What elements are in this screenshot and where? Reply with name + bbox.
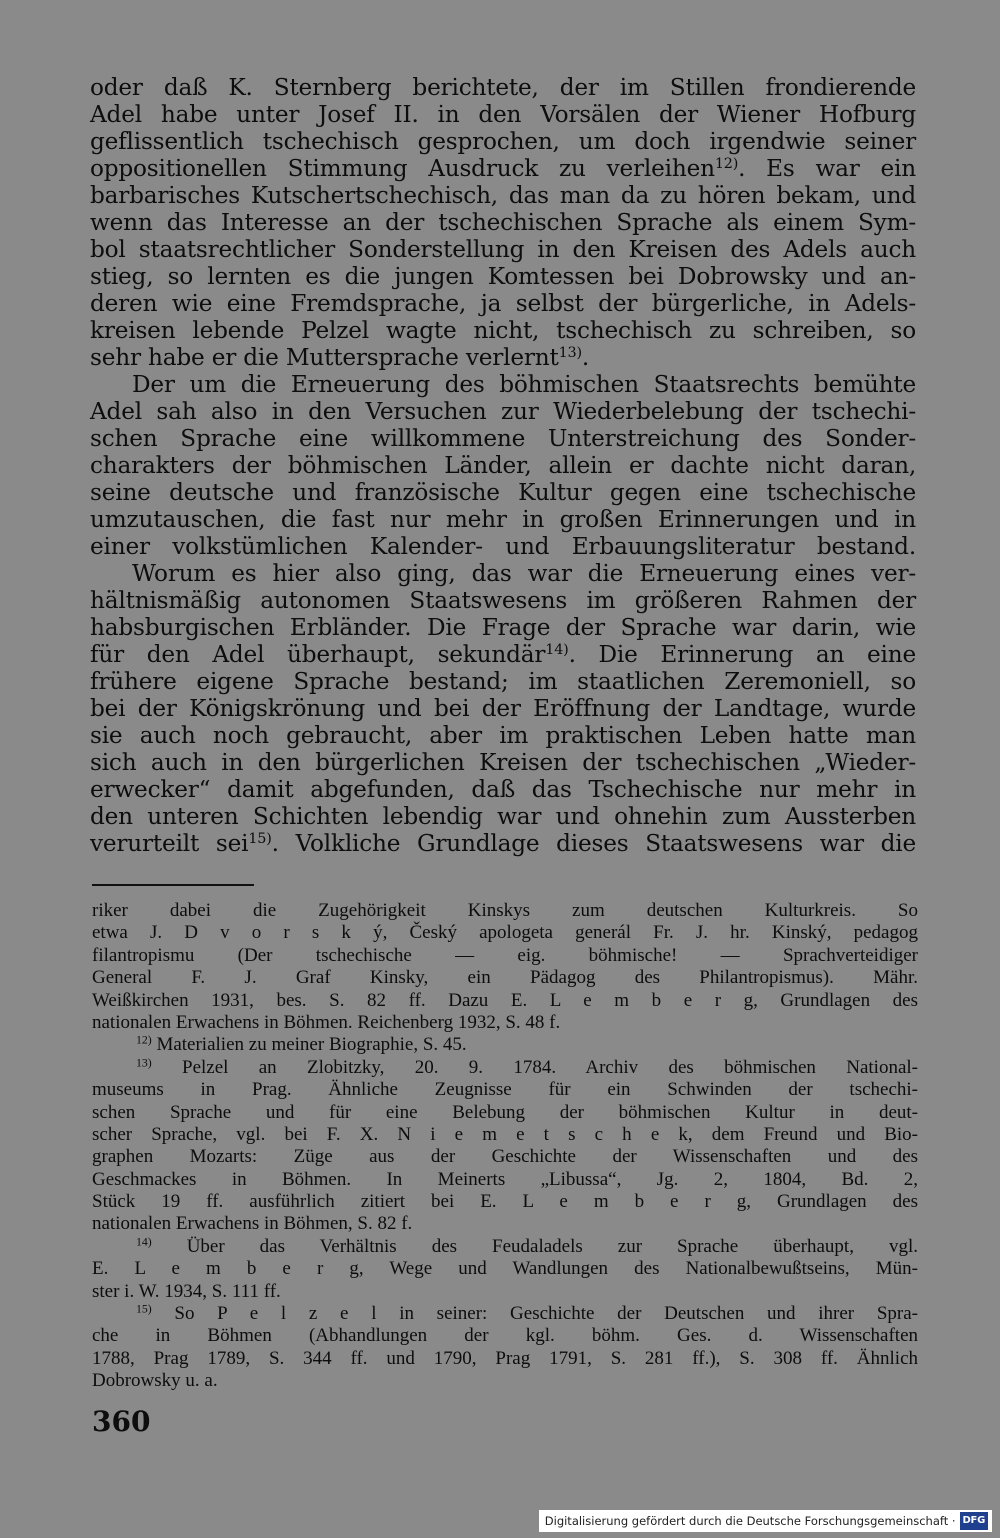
text-line (90, 317, 916, 344)
line-text: schen Sprache eine willkommene Unterstreichung des Sonder- (90, 425, 916, 452)
line-text: schen Sprache und für eine Belebung der böhmischen Kultur in deut- (92, 1101, 918, 1123)
footnote-line (92, 1169, 918, 1191)
line-text-continued: . Die Erinnerung an eine (568, 641, 916, 668)
text-line (90, 776, 916, 803)
footnote-marker: 15) (248, 831, 272, 848)
line-text: Adel habe unter Josef II. in den Vorsälen der Wiener Hofburg (90, 101, 916, 128)
line-text: che in Böhmen (Abhandlungen der kgl. böhm. Ges. d. Wissenschaften (92, 1325, 918, 1347)
footnote-line (92, 1281, 918, 1303)
line-text: nationalen Erwachens in Böhmen. Reichenberg 1932, S. 48 f. (92, 1011, 561, 1033)
line-text: wenn das Interesse an der tschechischen Sprache als einem Sym- (90, 209, 916, 236)
line-text: für den Adel überhaupt, sekundär (90, 641, 546, 668)
line-text: sie auch noch gebraucht, aber im praktischen Leben hatte man (90, 722, 916, 749)
line-text: oppositionellen Stimmung Ausdruck zu verleihen (90, 155, 715, 182)
text-line (90, 74, 916, 101)
line-text: Dobrowsky u. a. (92, 1370, 218, 1392)
line-text: E. L e m b e r g, Wege und Wandlungen des Nationalbewußtseins, Mün- (92, 1258, 918, 1280)
text-line (90, 722, 916, 749)
page-number: 360 (92, 1405, 151, 1438)
line-text: filantropismu (Der tschechische — eig. böhmische! — Sprachverteidiger (92, 944, 918, 966)
line-text: einer volkstümlichen Kalender- und Erbauungsliteratur bestand. (90, 533, 916, 560)
line-text: 1788, Prag 1789, S. 344 ff. und 1790, Prag 1791, S. 281 ff.), S. 308 ff. Ähnlich (92, 1347, 918, 1369)
line-text: nationalen Erwachens in Böhmen, S. 82 f. (92, 1213, 413, 1235)
line-text: sehr habe er die Muttersprache verlernt (90, 344, 559, 371)
footnote-marker: 15) (136, 1302, 152, 1316)
line-text: verurteilt sei (90, 830, 249, 857)
line-text: frühere eigene Sprache bestand; im staatlichen Zeremoniell, so (90, 668, 916, 695)
text-line (90, 641, 916, 668)
text-line (90, 560, 916, 587)
line-text: umzutauschen, die fast nur mehr in großen Erinnerungen und in (90, 506, 916, 533)
text-line (90, 668, 916, 695)
footnote-line (92, 1124, 918, 1146)
footnote-marker: 14) (136, 1235, 152, 1249)
line-text: etwa J. D v o r s k ý, Český apologeta generál Fr. J. hr. Kinský, pedagog (92, 922, 918, 944)
line-text: erwecker“ damit abgefunden, daß das Tschechische nur mehr in (90, 776, 916, 803)
line-text: hältnismäßig autonomen Staatswesens im größeren Rahmen der (90, 587, 916, 614)
line-text: scher Sprache, vgl. bei F. X. N i e m e t s c h e k, dem Freund und Bio- (92, 1123, 918, 1145)
footnote-line (92, 1079, 918, 1101)
text-line (90, 236, 916, 263)
footnote-line (92, 922, 918, 944)
footnote-marker: 13) (136, 1056, 152, 1070)
text-line (90, 506, 916, 533)
text-line (90, 209, 916, 236)
footnote-line (92, 1236, 918, 1258)
line-text: seine deutsche und französische Kultur gegen eine tschechische (90, 479, 916, 506)
dfg-footer (539, 1510, 992, 1532)
line-text: Geschmackes in Böhmen. In Meinerts „Libussa“, Jg. 2, 1804, Bd. 2, (92, 1168, 918, 1190)
footnote-line (92, 1146, 918, 1168)
text-line (90, 533, 916, 560)
line-text: Adel sah also in den Versuchen zur Wiederbelebung der tschechi- (90, 398, 916, 425)
line-text-continued: Über das Verhältnis des Feudaladels zur Sprache überhaupt, vgl. (151, 1235, 918, 1257)
text-line (90, 398, 916, 425)
line-text-continued: Materialien zu meiner Biographie, S. 45. (151, 1034, 467, 1056)
footnote-separator (92, 884, 254, 886)
text-line (90, 182, 916, 209)
line-text-continued: . Es war ein (738, 155, 916, 182)
line-text: barbarisches Kutschertschechisch, das man da zu hören bekam, und (90, 182, 916, 209)
line-text: Stück 19 ff. ausführlich zitiert bei E. L e m b e r g, Grundlagen des (92, 1191, 918, 1213)
line-text: den unteren Schichten lebendig war und ohnehin zum Aussterben (90, 803, 916, 830)
main-text-block (90, 74, 916, 857)
text-line (90, 425, 916, 452)
line-text-continued: Pelzel an Zlobitzky, 20. 9. 1784. Archiv des böhmischen National- (151, 1056, 918, 1078)
text-line (90, 587, 916, 614)
footnote-line (92, 1348, 918, 1370)
line-text: Der um die Erneuerung des böhmischen Staatsrechts bemühte (132, 371, 916, 398)
line-text: habsburgischen Erbländer. Die Frage der Sprache war darin, wie (90, 614, 916, 641)
footnote-line (92, 990, 918, 1012)
footnote-marker: 12) (714, 156, 739, 173)
text-line (90, 128, 916, 155)
text-line (90, 803, 916, 830)
line-text: graphen Mozarts: Züge aus der Geschichte der Wissenschaften und des (92, 1146, 918, 1168)
footnote-line (92, 1325, 918, 1347)
text-line (90, 749, 916, 776)
text-line (90, 290, 916, 317)
footnote-line (92, 945, 918, 967)
text-line (90, 479, 916, 506)
footnote-line (92, 1213, 918, 1235)
text-line (90, 452, 916, 479)
footnote-line (92, 1303, 918, 1325)
line-text-continued: . (581, 344, 590, 371)
line-text: museums in Prag. Ähnliche Zeugnisse für ein Schwinden der tschechi- (92, 1079, 918, 1101)
footnote-marker: 14) (545, 642, 569, 659)
text-line (90, 695, 916, 722)
line-text: deren wie eine Fremdsprache, ja selbst der bürgerliche, in Adels- (90, 290, 916, 317)
line-text: Worum es hier also ging, das war die Erneuerung eines ver- (132, 560, 916, 587)
text-line (90, 830, 916, 857)
line-text: ster i. W. 1934, S. 111 ff. (92, 1280, 281, 1302)
footnote-line (92, 1370, 918, 1392)
footer-text: Digitalisierung gefördert durch die Deutsche Forschungsgemeinschaft · (544, 1514, 956, 1528)
footnote-line (92, 1102, 918, 1124)
line-text: charakters der böhmischen Länder, allein er dachte nicht daran, (90, 452, 916, 479)
line-text: bol staatsrechtlicher Sonderstellung in den Kreisen des Adels auch (90, 236, 916, 263)
line-text-continued: . Volkliche Grundlage dieses Staatswesens war die (271, 830, 916, 857)
footnote-marker: 13) (558, 345, 582, 362)
footnote-marker: 12) (136, 1033, 152, 1047)
line-text: General F. J. Graf Kinsky, ein Pädagog des Philantropismus). Mähr. (92, 967, 918, 989)
text-line (90, 371, 916, 398)
line-text: oder daß K. Sternberg berichtete, der im Stillen frondierende (90, 74, 916, 101)
footnote-line (92, 1191, 918, 1213)
line-text: sich auch in den bürgerlichen Kreisen der tschechischen „Wieder- (90, 749, 916, 776)
footnotes-block (92, 900, 918, 1393)
line-text-continued: So P e l z e l in seiner: Geschichte der Deutschen und ihrer Spra- (151, 1303, 918, 1325)
text-line (90, 344, 916, 371)
dfg-logo: DFG (960, 1512, 988, 1530)
line-text: bei der Königskrönung und bei der Eröffnung der Landtage, wurde (90, 695, 916, 722)
footnote-line (92, 1034, 918, 1056)
line-text: geflissentlich tschechisch gesprochen, um doch irgendwie seiner (90, 128, 916, 155)
text-line (90, 263, 916, 290)
line-text: riker dabei die Zugehörigkeit Kinskys zum deutschen Kulturkreis. So (92, 900, 918, 921)
text-line (90, 614, 916, 641)
line-text: stieg, so lernten es die jungen Komtessen bei Dobrowsky und an- (90, 263, 916, 290)
footnote-line (92, 900, 918, 922)
line-text: kreisen lebende Pelzel wagte nicht, tschechisch zu schreiben, so (90, 317, 916, 344)
footnote-line (92, 967, 918, 989)
footnote-line (92, 1258, 918, 1280)
footnote-line (92, 1057, 918, 1079)
text-line (90, 101, 916, 128)
text-line (90, 155, 916, 182)
line-text: Weißkirchen 1931, bes. S. 82 ff. Dazu E. L e m b e r g, Grundlagen des (92, 989, 918, 1011)
footnote-line (92, 1012, 918, 1034)
